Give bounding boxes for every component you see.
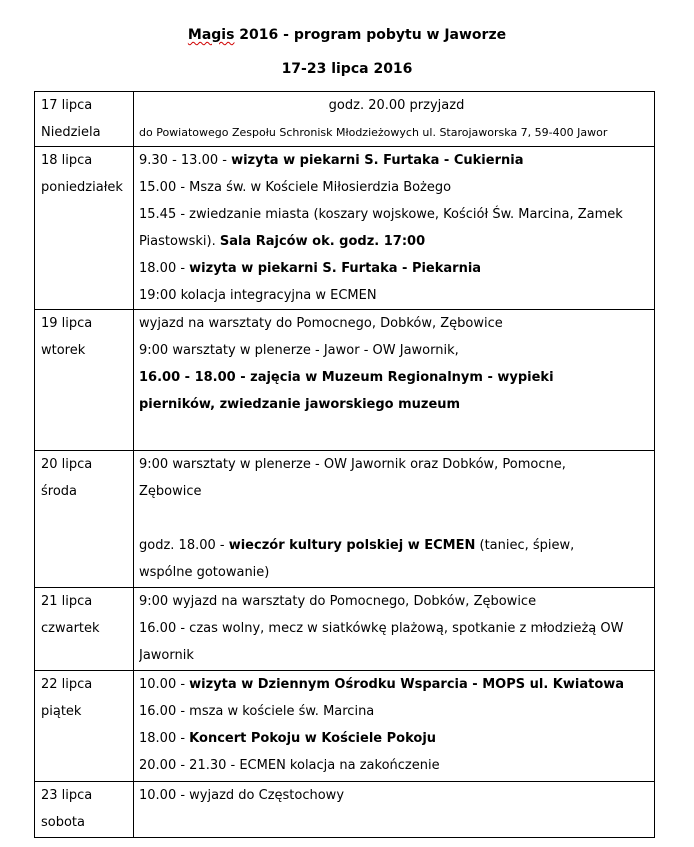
activity-text: 18.00 - (139, 731, 190, 746)
activity-text: godz. 20.00 przyjazd (328, 98, 465, 113)
activity-line (139, 201, 654, 228)
table-row (35, 451, 655, 588)
activity-line (139, 671, 654, 698)
activity-highlight: pierników, zwiedzanie jaworskiego muzeum (139, 397, 461, 412)
activity-highlight: wizyta w Dziennym Ośrodku Wsparcia - MOPS ul. Kwiatowa (189, 677, 625, 692)
activity-line (139, 782, 654, 809)
table-row (35, 588, 655, 671)
activity-text: 9.30 - 13.00 - (139, 153, 232, 168)
activity-text: 15.45 - zwiedzanie miasta (koszary wojskowe, Kościół Św. Marcina, Zamek (139, 207, 623, 222)
activity-line (139, 147, 654, 174)
day-date: 22 lipca (41, 677, 93, 692)
day-date: 20 lipca (41, 457, 93, 472)
day-date: 19 lipca (41, 316, 93, 331)
day-date: 21 lipca (41, 594, 93, 609)
document-title (0, 26, 694, 44)
activity-text: 15.00 - Msza św. w Kościele Miłosierdzia Bożego (139, 180, 452, 195)
activity-text: 9:00 warsztaty w plenerze - Jawor - OW Jawornik, (139, 343, 459, 358)
activity-line-empty (139, 505, 654, 532)
activity-text: 16.00 - czas wolny, mecz w siatkówkę plażową, spotkanie z młodzieżą OW (139, 621, 624, 636)
activity-text: do Powiatowego Zespołu Schronisk Młodzieżowych ul. Starojaworska 7, 59-400 Jawor (139, 126, 608, 139)
day-weekday: środa (41, 484, 78, 499)
day-date: 18 lipca (41, 153, 93, 168)
activity-text: wyjazd na warsztaty do Pomocnego, Dobków, Zębowice (139, 316, 503, 331)
table-row (35, 310, 655, 451)
activity-highlight: wizyta w piekarni S. Furtaka - Piekarnia (189, 261, 482, 276)
activity-line (139, 478, 654, 505)
day-cell (35, 92, 134, 147)
activity-text: wspólne gotowanie) (139, 565, 270, 580)
day-weekday: poniedziałek (41, 180, 123, 195)
table-row (35, 671, 655, 782)
document-title-rest: 2016 - program pobytu w Jaworze (234, 27, 507, 43)
activity-line (139, 451, 654, 478)
day-cell (35, 451, 134, 588)
activity-line (139, 642, 654, 669)
table-row (35, 147, 655, 310)
activities-cell (134, 92, 655, 147)
activities-cell (134, 671, 655, 782)
activity-line (139, 92, 654, 119)
activity-line (139, 588, 654, 615)
activities-cell (134, 310, 655, 451)
activities-cell (134, 588, 655, 671)
table-row (35, 782, 655, 838)
day-cell (35, 671, 134, 782)
activity-text: (taniec, śpiew, (475, 538, 575, 553)
activity-line (139, 615, 654, 642)
activity-highlight: Koncert Pokoju w Kościele Pokoju (189, 731, 437, 746)
day-weekday: wtorek (41, 343, 86, 358)
activities-cell (134, 147, 655, 310)
day-weekday: czwartek (41, 621, 100, 636)
activity-line (139, 282, 654, 309)
activity-line (139, 119, 654, 146)
day-cell (35, 588, 134, 671)
activity-line (139, 559, 654, 586)
activity-text: 10.00 - wyjazd do Częstochowy (139, 788, 345, 803)
activity-text: Zębowice (139, 484, 202, 499)
day-cell (35, 782, 134, 838)
activity-highlight: Sala Rajców ok. godz. 17:00 (219, 234, 426, 249)
day-weekday: piątek (41, 704, 82, 719)
activity-text: 9:00 warsztaty w plenerze - OW Jawornik oraz Dobków, Pomocne, (139, 457, 566, 472)
schedule-table (34, 91, 655, 838)
activity-line (139, 391, 654, 418)
activity-highlight: wizyta w piekarni S. Furtaka - Cukiernia (231, 153, 524, 168)
day-cell (35, 147, 134, 310)
table-row (35, 92, 655, 147)
activity-line (139, 255, 654, 282)
activity-text: 10.00 - (139, 677, 190, 692)
activity-text: godz. 18.00 - (139, 538, 229, 553)
activity-highlight: wieczór kultury polskiej w ECMEN (228, 538, 476, 553)
activity-line (139, 174, 654, 201)
activity-line (139, 310, 654, 337)
activities-cell (134, 782, 655, 838)
activity-line (139, 337, 654, 364)
activity-line (139, 698, 654, 725)
day-date: 17 lipca (41, 98, 93, 113)
activity-line (139, 532, 654, 559)
day-cell (35, 310, 134, 451)
activity-text: 19:00 kolacja integracyjna w ECMEN (139, 288, 377, 303)
spellcheck-underlined-word: Magis (187, 27, 235, 43)
activity-line (139, 725, 654, 752)
activity-line (139, 228, 654, 255)
day-date: 23 lipca (41, 788, 93, 803)
activity-highlight: 16.00 - 18.00 - zajęcia w Muzeum Regionalnym - wypieki (139, 370, 554, 385)
activity-text: 20.00 - 21.30 - ECMEN kolacja na zakończenie (139, 758, 440, 773)
activity-text: Piastowski). (139, 234, 220, 249)
activity-line (139, 364, 654, 391)
day-weekday: sobota (41, 815, 85, 830)
activity-text: 16.00 - msza w kościele św. Marcina (139, 704, 375, 719)
document-dates: 17-23 lipca 2016 (281, 61, 413, 77)
activity-text: 18.00 - (139, 261, 190, 276)
day-weekday: Niedziela (41, 125, 101, 140)
activity-line (139, 752, 654, 779)
activity-text: 9:00 wyjazd na warsztaty do Pomocnego, Dobków, Zębowice (139, 594, 537, 609)
activity-text: Jawornik (139, 648, 194, 663)
activities-cell (134, 451, 655, 588)
